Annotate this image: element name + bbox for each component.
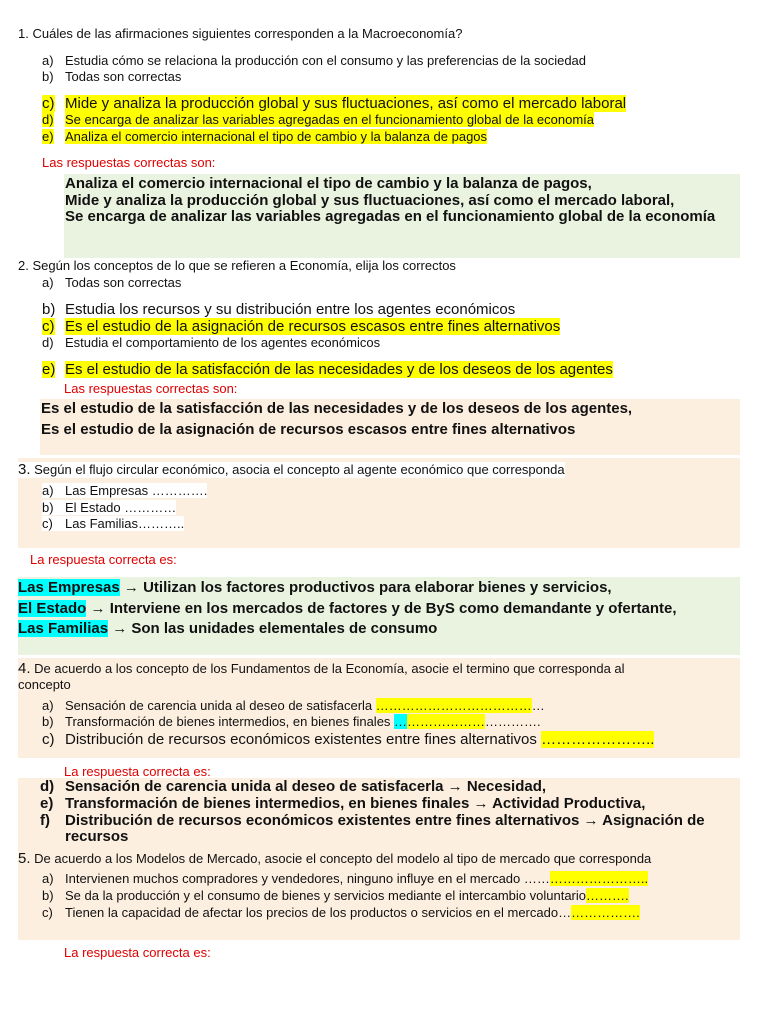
question-text: Según el flujo circular económico, asocia el concepto al agente económico que corresponda: [34, 462, 565, 477]
question-number: 3.: [18, 461, 31, 478]
term: El Estado: [18, 600, 87, 617]
answer-line: d) Sensación de carencia unida al deseo de satisfacerla → Necesidad,: [40, 778, 547, 795]
answer-line: Analiza el comercio internacional el tipo de cambio y la balanza de pagos,: [65, 175, 592, 192]
option-c: c) Tienen la capacidad de afectar los precios de los productos o servicios en el mercado……………….: [42, 905, 640, 920]
question-text: De acuerdo a los concepto de los Fundamentos de la Economía, asocie el termino que corresponda al: [34, 661, 625, 676]
question-number: 4.: [18, 660, 31, 677]
question-text-continued: concepto: [18, 677, 71, 692]
option-a: a) Sensación de carencia unida al deseo de satisfacerla …………………………………: [42, 698, 545, 713]
term: Las Familias: [18, 620, 109, 637]
answer-line: f) Distribución de recursos económicos existentes entre fines alternativos → Asignación de recursos: [40, 812, 705, 845]
answer-box: [18, 577, 740, 655]
option-c: c) Distribución de recursos económicos existentes entre fines alternativos …………………..: [42, 731, 655, 748]
term: Las Empresas: [18, 579, 120, 596]
blank-fill: …………………..: [549, 871, 649, 886]
option-b: b) Transformación de bienes intermedios, en bienes finales …………………………….: [42, 714, 541, 729]
answer-label: Las respuestas correctas son:: [64, 381, 238, 396]
question-number: 2.: [18, 258, 29, 273]
question-number: 5.: [18, 850, 31, 867]
arrow: →: [123, 579, 139, 596]
blank-fill: …: [394, 714, 408, 729]
arrow: →: [90, 600, 106, 617]
answer-label: La respuesta correcta es:: [64, 764, 211, 779]
option-b: b) Se da la producción y el consumo de bienes y servicios mediante el intercambio voluntario……….: [42, 888, 629, 903]
answer-box: [40, 399, 740, 455]
question-text: Según los conceptos de lo que se refieren a Economía, elija los correctos: [32, 258, 456, 273]
blank-fill: …………….: [571, 905, 640, 920]
answer-line: Es el estudio de la asignación de recursos escasos entre fines alternativos: [41, 421, 576, 438]
question-number: 1.: [18, 26, 29, 41]
answer-line: e) Transformación de bienes intermedios, en bienes finales → Actividad Productiva,: [40, 795, 646, 812]
question-2: [18, 258, 456, 274]
answer-line: Es el estudio de la satisfacción de las necesidades y de los deseos de los agentes,: [41, 400, 633, 417]
question-text: De acuerdo a los Modelos de Mercado, asocie el concepto del modelo al tipo de mercado que corresponda: [34, 851, 652, 866]
answer-line: Se encarga de analizar las variables agregadas en el funcionamiento global de la economía: [65, 208, 716, 225]
answer-line: Las Empresas → Utilizan los factores productivos para elaborar bienes y servicios,: [18, 579, 612, 596]
blank-fill: ………………: [407, 714, 486, 729]
answer-label: La respuesta correcta es:: [30, 552, 177, 567]
option-a: a) Las Empresas ………….: [42, 483, 208, 498]
option-b: b) El Estado …………: [42, 500, 177, 515]
arrow: →: [112, 620, 128, 637]
answer-line: El Estado → Interviene en los mercados de factores y de ByS como demandante y ofertante,: [18, 600, 677, 617]
answer-label: Las respuestas correctas son:: [42, 155, 216, 170]
option-a: a) Intervienen muchos compradores y vendedores, ninguno influye en el mercado ………………………..: [42, 871, 649, 886]
blank-fill: ……….: [586, 888, 629, 903]
blank-fill: …………………..: [541, 731, 655, 748]
question-1: [18, 26, 462, 42]
question-5: [18, 851, 651, 867]
question-4: [18, 661, 708, 693]
answer-label: La respuesta correcta es:: [64, 945, 211, 960]
question-text: Cuáles de las afirmaciones siguientes corresponden a la Macroeconomía?: [32, 26, 463, 41]
answer-line: Las Familias → Son las unidades elementales de consumo: [18, 620, 438, 637]
answer-box: [64, 174, 740, 258]
answer-line: Mide y analiza la producción global y sus fluctuaciones, así como el mercado laboral,: [65, 192, 675, 209]
question-3: [18, 462, 565, 478]
blank-fill: ………………………………: [375, 698, 532, 713]
option-c: c) Las Familias………..: [42, 516, 185, 531]
